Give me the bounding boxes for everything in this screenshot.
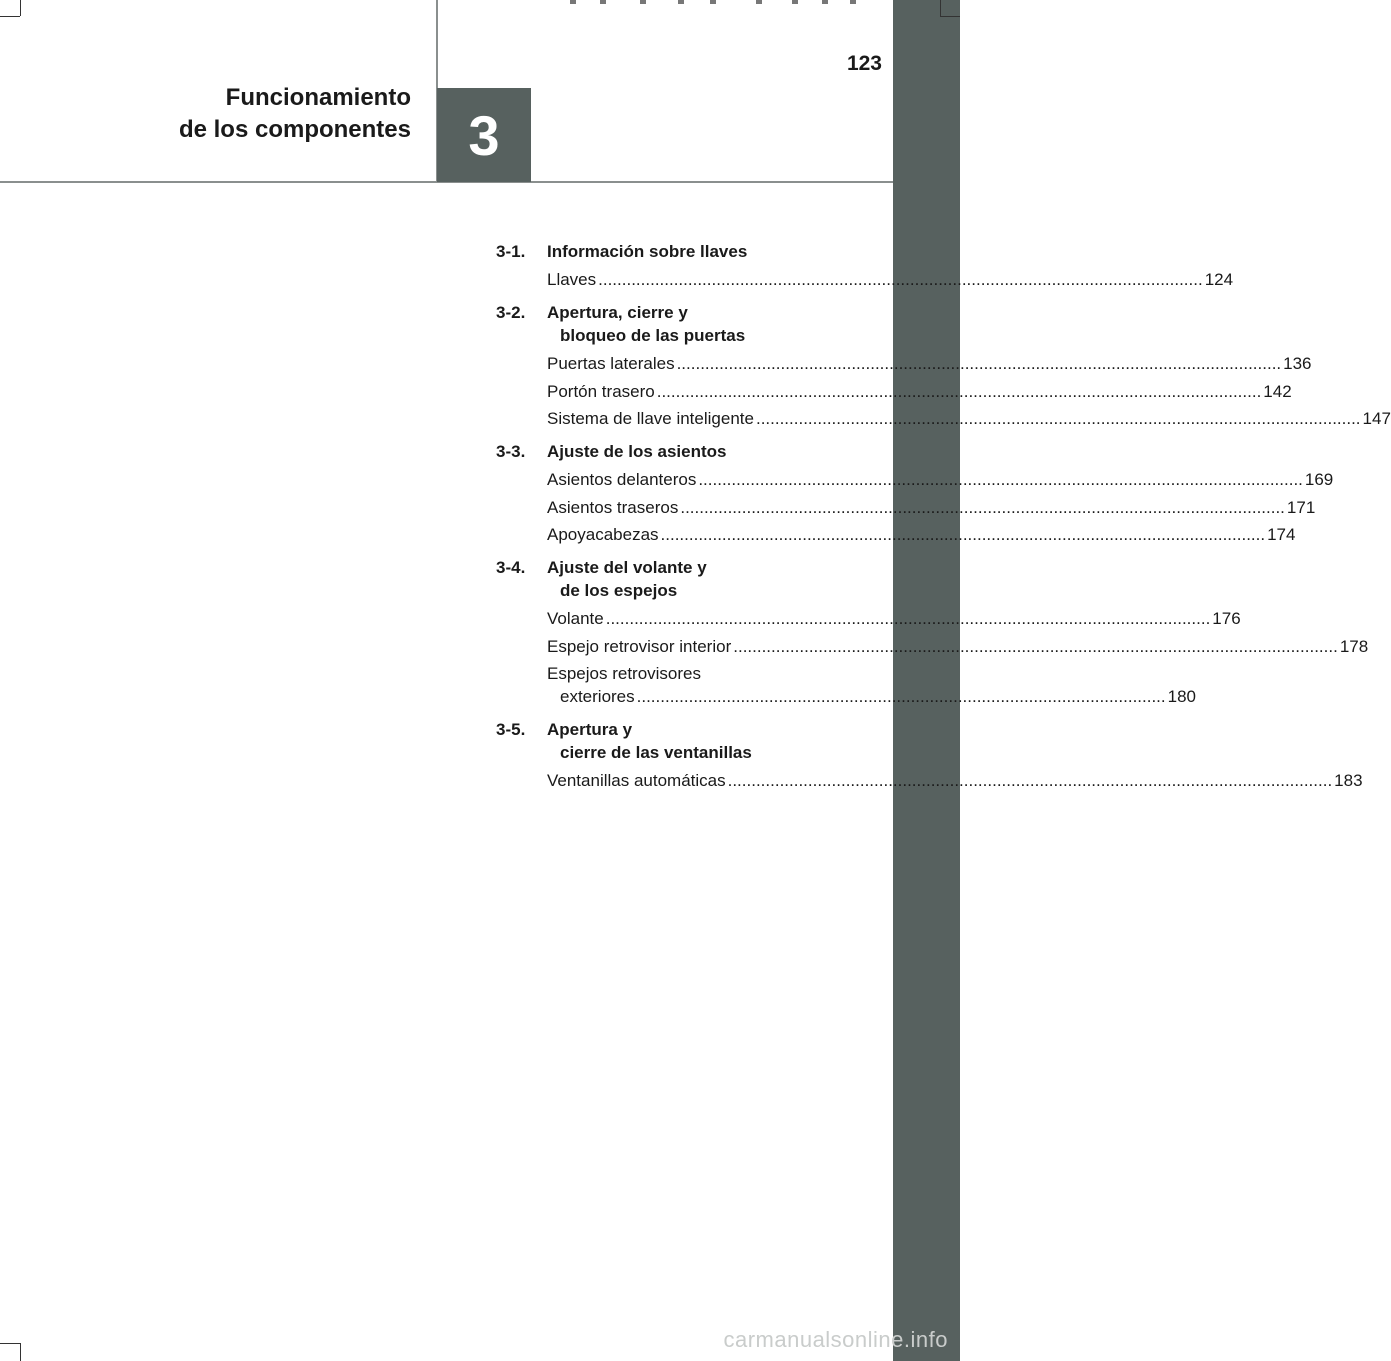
chapter-title-line2: de los componentes (178, 116, 411, 143)
section-title-line2: cierre de las ventanillas (560, 743, 752, 762)
section-title-line1: Ajuste del volante y (547, 558, 707, 577)
leader-dots: ................................................................................................................ (636, 687, 1166, 706)
entry-label: Ventanillas automáticas (547, 771, 726, 790)
section-title-line1: Ajuste de los asientos (547, 442, 727, 461)
leader-dots (657, 380, 1262, 403)
entry-page: 136 (1283, 354, 1312, 373)
entry-label: Asientos traseros (547, 497, 679, 517)
section-number: 3-5. (496, 720, 526, 739)
entry-page: 169 (1304, 470, 1334, 489)
crop-mark-bl-v (20, 1343, 21, 1361)
entry-page: 171 (1286, 497, 1316, 517)
section-number: 3-4. (496, 558, 526, 577)
toc-entry-link[interactable] (547, 662, 1197, 708)
section-heading (496, 301, 836, 347)
section-heading (496, 718, 836, 764)
entry-label: Espejo retrovisor interior (547, 636, 732, 656)
entry-page: 174 (1267, 525, 1296, 544)
entry-label-line2: exteriores (560, 687, 635, 706)
entry-label: Sistema de llave inteligente (547, 409, 754, 428)
section-title (547, 718, 836, 764)
leader-dots (733, 635, 1338, 658)
toc-entry-link[interactable] (547, 380, 1292, 403)
chapter-side-band (893, 0, 960, 1361)
leader-dots (606, 607, 1211, 630)
entry-label: Puertas laterales (547, 354, 675, 373)
entry-label-line1: Espejos retrovisores (547, 664, 702, 683)
crop-mark-tl-v (20, 0, 21, 16)
chapter-title-line1: Funcionamiento (225, 84, 411, 111)
leader-dots (680, 496, 1285, 519)
section-title (547, 440, 836, 463)
crop-mark-tr-h (940, 16, 960, 17)
section-heading (496, 556, 836, 602)
entry-label: Apoyacabezas (547, 525, 659, 544)
section-title-line1: Apertura y (547, 720, 633, 739)
crop-mark-bl-h (0, 1343, 20, 1344)
section-heading (496, 240, 836, 263)
toc-entry-link[interactable] (547, 268, 1234, 291)
section-title-line1: Información sobre llaves (547, 242, 748, 261)
chapter-number-badge (437, 88, 531, 182)
chapter-number: 3 (468, 103, 500, 167)
entry-page: 180 (1167, 687, 1197, 706)
section-title-line2: bloqueo de las puertas (560, 326, 746, 345)
toc-section-3-3 (496, 440, 1334, 546)
entry-page: 124 (1204, 270, 1234, 289)
leader-dots (661, 523, 1266, 546)
leader-dots (756, 407, 1361, 430)
crop-mark-tl-h (0, 16, 20, 17)
entry-page: 147 (1362, 409, 1391, 428)
section-number: 3-2. (496, 303, 526, 322)
leader-dots (728, 769, 1333, 792)
toc-entry-link[interactable] (547, 407, 1391, 430)
toc-section-3-1 (496, 240, 1234, 291)
toc-entry-link[interactable] (547, 607, 1241, 630)
section-number: 3-1. (496, 242, 526, 261)
entry-label: Llaves (547, 270, 597, 289)
toc-entry-link[interactable] (547, 468, 1334, 491)
table-of-contents (496, 240, 1391, 802)
entry-page: 142 (1263, 381, 1292, 401)
toc-entry-link[interactable] (547, 523, 1296, 546)
leader-dots (598, 268, 1203, 291)
entry-page: 183 (1334, 771, 1363, 790)
section-title (547, 556, 836, 602)
section-title-line2: de los espejos (560, 581, 678, 600)
chapter-title (179, 82, 411, 146)
entry-label: Asientos delanteros (547, 470, 697, 489)
entry-page: 176 (1212, 609, 1241, 628)
entry-label: Portón trasero (547, 381, 655, 401)
section-title (547, 240, 836, 263)
leader-dots (677, 352, 1282, 375)
toc-section-3-5 (496, 718, 1363, 792)
crop-mark-tr-v (940, 0, 941, 16)
toc-entry-link[interactable] (547, 769, 1363, 792)
toc-entry-link[interactable] (547, 352, 1312, 375)
toc-entry-link[interactable] (547, 496, 1316, 519)
section-title (547, 301, 836, 347)
leader-dots (698, 468, 1303, 491)
print-registration-marks (560, 0, 860, 6)
entry-line2 (547, 685, 1197, 708)
toc-section-3-2 (496, 301, 1391, 430)
section-title-line1: Apertura, cierre y (547, 303, 688, 322)
section-heading (496, 440, 836, 463)
watermark: carmanualsonline.info (723, 1327, 948, 1352)
toc-section-3-4 (496, 556, 1369, 708)
section-number: 3-3. (496, 442, 526, 461)
entry-label: Volante (547, 609, 604, 628)
page-number: 123 (846, 52, 882, 75)
toc-entry-link[interactable] (547, 635, 1369, 658)
entry-page: 178 (1339, 636, 1369, 656)
